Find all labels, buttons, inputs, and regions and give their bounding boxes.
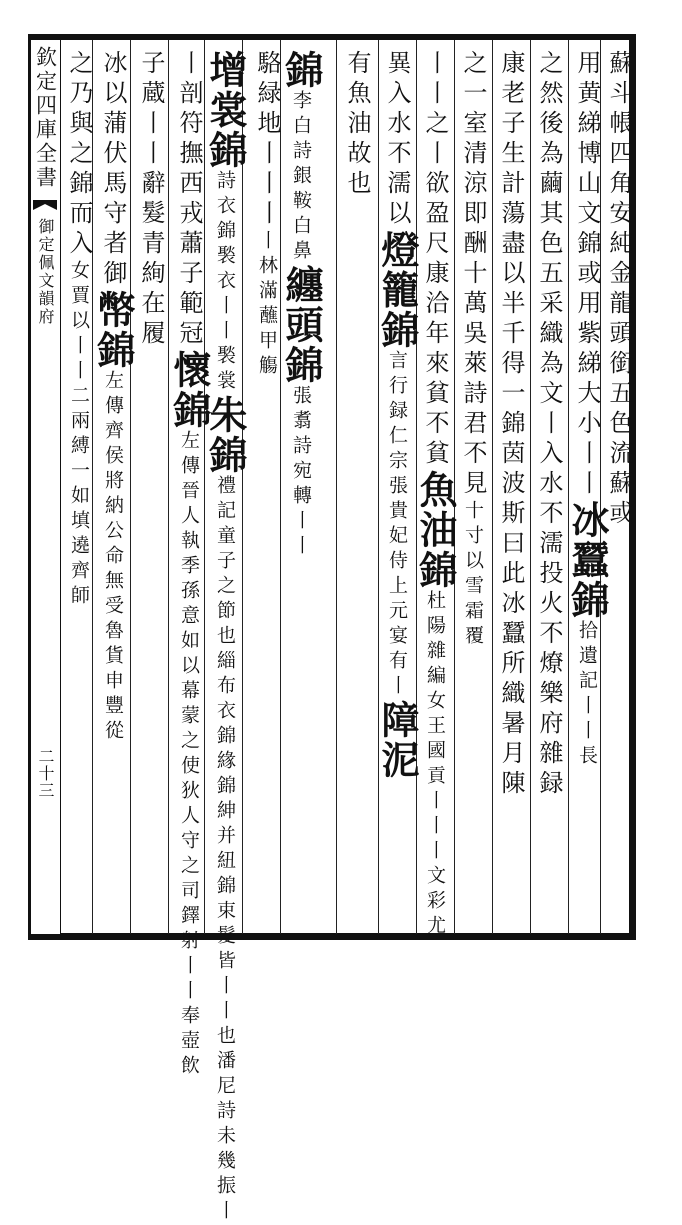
entry-note: 丨林滿蘸甲觴 bbox=[256, 230, 278, 380]
text-column bbox=[375, 50, 420, 928]
entry-note: 左傳晉人執季孫意如以幕蒙之使狄人守之司鐸射丨丨奉壺飲 bbox=[178, 430, 200, 1080]
entry-heading: 增裳錦 bbox=[203, 50, 248, 170]
page-number: 二十三 bbox=[36, 748, 55, 799]
entry-heading: 障泥 bbox=[375, 700, 420, 780]
text-column bbox=[250, 50, 284, 928]
entry-note: 十寸以雪霜覆 bbox=[462, 500, 484, 650]
frame-bottom-rule bbox=[28, 934, 636, 940]
column-rule bbox=[336, 40, 337, 934]
text-column bbox=[532, 50, 566, 928]
text-line: 用黄綈博山文錦或用紫綈大小丨丨 bbox=[573, 50, 601, 500]
entry-heading: 燈籠錦 bbox=[375, 230, 420, 350]
entry-note: 禮記童子之節也緇布衣錦緣錦紳并紐錦束髮皆丨丨也潘尼詩未幾振丨 bbox=[214, 475, 236, 1225]
text-line: 丨丨之丨欲盈尺康洽年來貧不貧 bbox=[421, 50, 449, 470]
entry-heading: 幣錦 bbox=[91, 290, 136, 370]
text-column bbox=[62, 50, 96, 928]
text-column bbox=[134, 50, 168, 928]
fishtail-mark-icon bbox=[31, 198, 59, 212]
text-column bbox=[279, 50, 324, 928]
entry-note: 言行録仁宗張貴妃侍上元宴有丨 bbox=[386, 350, 408, 700]
entry-heading: 魚油錦 bbox=[413, 470, 458, 590]
column-rule bbox=[530, 40, 531, 934]
text-line: 有魚油故也 bbox=[343, 50, 371, 200]
text-column bbox=[456, 50, 490, 928]
column-rule bbox=[378, 40, 379, 934]
text-line: 康老子生計蕩盡以半千得一錦茵波斯曰此冰蠶所織暑月陳 bbox=[497, 50, 525, 800]
book-subtitle: 御定佩文韻府 bbox=[36, 218, 55, 326]
entry-heading: 錦 bbox=[279, 50, 324, 90]
text-column bbox=[167, 50, 212, 1080]
column-rule bbox=[168, 40, 169, 934]
text-line: 之乃與之錦而入 bbox=[65, 50, 93, 260]
entry-note: 拾遺記丨丨長 bbox=[576, 620, 598, 770]
entry-note: 女賈以丨丨二兩縛一如填遶齊師 bbox=[68, 260, 90, 610]
text-column bbox=[91, 50, 136, 928]
text-line: 駱緑地丨丨丨 bbox=[253, 50, 281, 230]
text-line: 之一室清涼即酬十萬吳萊詩君不見 bbox=[459, 50, 487, 500]
entry-heading: 冰蠶錦 bbox=[565, 500, 610, 620]
text-column bbox=[340, 50, 374, 928]
entry-heading: 纏頭錦 bbox=[279, 265, 324, 385]
entry-note: 左傳齊侯將納公命無受魯貨申豐從 bbox=[102, 370, 124, 745]
entry-heading: 懷錦 bbox=[167, 350, 212, 430]
text-column bbox=[494, 50, 528, 928]
text-line: 冰以蒲伏馬守者御 bbox=[99, 50, 127, 290]
text-line: 丨剖符撫西戎蕭子範冠 bbox=[175, 50, 203, 350]
column-rule bbox=[492, 40, 493, 934]
text-column bbox=[413, 50, 458, 940]
text-line: 異入水不濡以 bbox=[383, 50, 411, 230]
text-column bbox=[203, 50, 248, 1225]
entry-note: 李白詩銀鞍白鼻 bbox=[290, 90, 312, 265]
entry-heading: 朱錦 bbox=[203, 395, 248, 475]
text-line: 子蔵丨丨辭髮青絢在履 bbox=[137, 50, 165, 350]
text-line: 之然後為繭其色五采織為文丨入水不濡投火不燎樂府雜録 bbox=[535, 50, 563, 800]
entry-note: 張翥詩宛轉丨丨 bbox=[290, 385, 312, 560]
text-line: 蘇斗帳四角安純金龍頭銜五色流蘇或 bbox=[605, 50, 633, 530]
column-rule bbox=[242, 40, 243, 934]
column-rule bbox=[130, 40, 131, 934]
column-rule bbox=[568, 40, 569, 934]
text-column bbox=[602, 50, 636, 928]
entry-note: 詩衣錦褧衣丨丨褧裳 bbox=[214, 170, 236, 395]
text-column bbox=[565, 50, 610, 928]
book-title: 欽定四庫全書 bbox=[33, 46, 58, 190]
entry-note: 杜陽雜編女王國貢丨丨丨文彩尤 bbox=[424, 590, 446, 940]
